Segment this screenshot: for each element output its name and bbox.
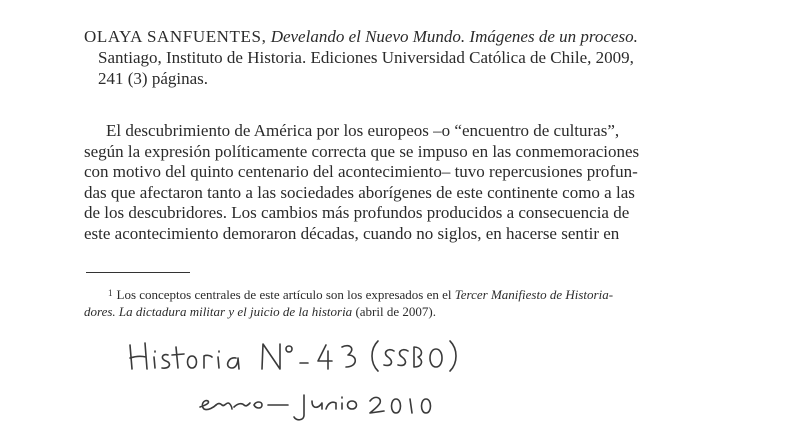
body-paragraph [84, 121, 748, 245]
reference-author: OLAYA SANFUENTES, [84, 27, 267, 46]
footnote-line-1 [84, 285, 764, 303]
reference-line-1 [84, 26, 764, 47]
handwriting-drawing [120, 325, 540, 425]
reference-title: Develando el Nuevo Mundo. Imágenes de un proceso. [270, 27, 638, 46]
footnote-separator [86, 272, 190, 273]
reference-pages: 241 (3) páginas. [98, 69, 209, 88]
body-line: este acontecimiento demoraron décadas, cuando no siglos, en hacerse sentir en [84, 223, 620, 243]
body-line: de los descubridores. Los cambios más profundos producidos a consecuencia de [84, 203, 630, 223]
footnote-text: Los conceptos centrales de este artículo son los expresados en el [116, 287, 452, 302]
footnote [84, 285, 764, 320]
reference-publisher: Santiago, Instituto de Historia. Ediciones Universidad Católica de Chile, 2009, [98, 48, 634, 67]
body-line: El descubrimiento de América por los europeos –o “encuentro de culturas”, [106, 121, 620, 140]
body-line: das que afectaron tanto a las sociedades aborígenes de este continente como a las [84, 182, 635, 202]
footnote-italic-title: Tercer Manifiesto de Historia- [454, 287, 614, 302]
footnote-line-2 [84, 303, 764, 320]
body-line: con motivo del quinto centenario del acontecimiento– tuvo repercusiones profun- [84, 162, 638, 182]
book-reference [84, 26, 764, 89]
footnote-marker: 1 [108, 288, 113, 298]
handwritten-annotation [120, 325, 540, 425]
footnote-italic-title-cont: dores. La dictadura militar y el juicio de la historia [84, 304, 353, 319]
footnote-text-end: (abril de 2007). [355, 304, 436, 319]
body-line: según la expresión políticamente correcta que se impuso en las conmemoraciones [84, 141, 640, 161]
